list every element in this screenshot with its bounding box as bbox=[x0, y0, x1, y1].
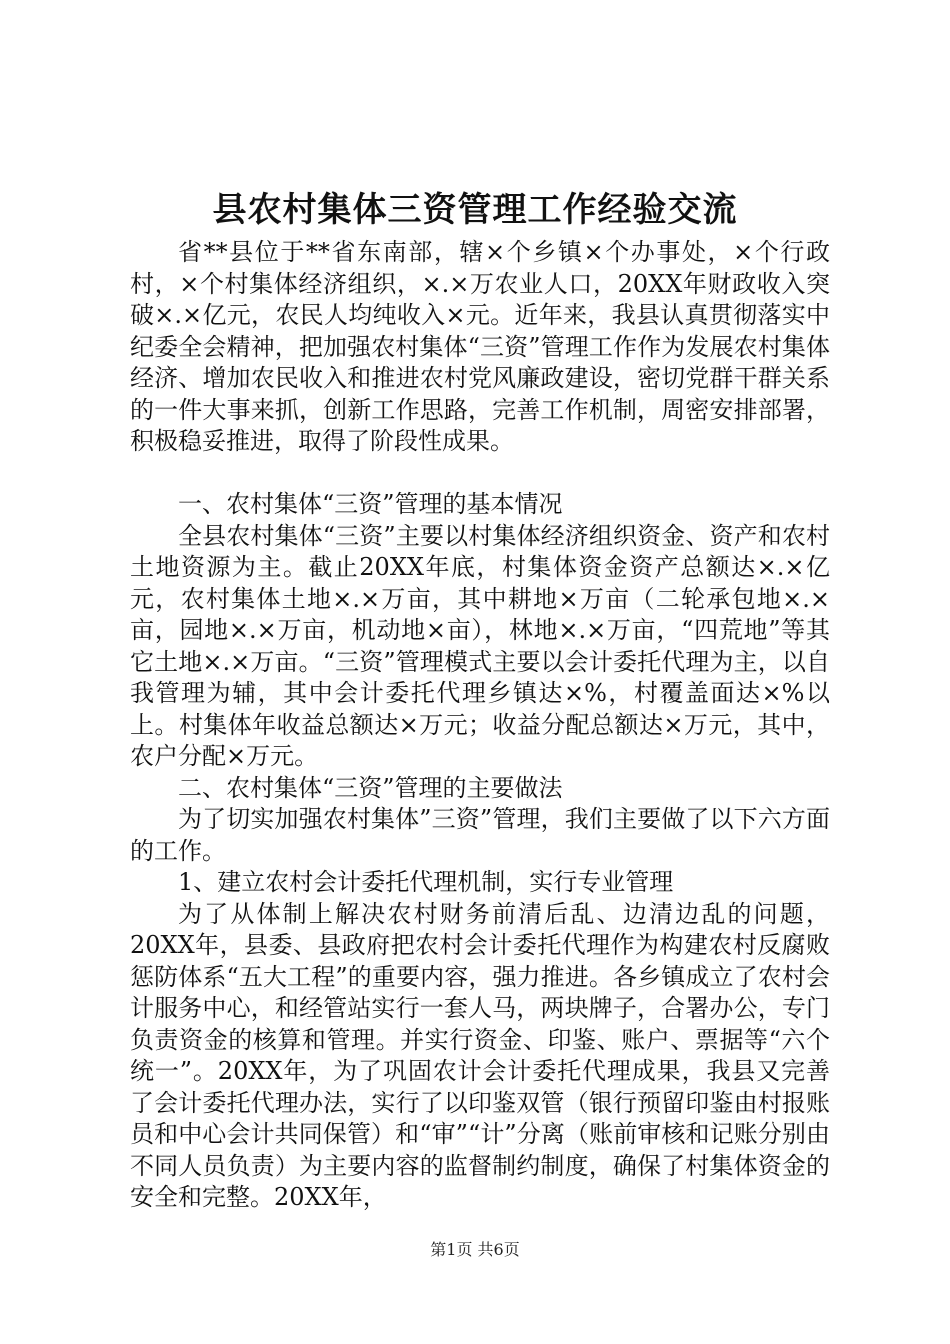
paragraph-accounting-agency: 为了从体制上解决农村财务前清后乱、边清边乱的问题，20XX年，县委、县政府把农村会计委托代理作为构建农村反腐败惩防体系“五大工程”的重要内容，强力推进。各乡镇成立了农村会计服务中心，和经管站实行一套人马，两块牌子，合署办公，专门负责资金的核算和管理。并实行资金、印鉴、账户、票据等“六个统一”。20XX年，为了巩固农计会计委托代理成果，我县又完善了会计委托代理办法，实行了以印鉴双管（银行预留印鉴由村报账员和中心会计共同保管）和“审”“计”分离（账前审核和记账分别由不同人员负责）为主要内容的监督制约制度，确保了村集体资金的安全和完整。20XX年， bbox=[130, 899, 830, 1211]
paragraph-six-aspects: 为了切实加强农村集体”三资”管理，我们主要做了以下六方面的工作。 bbox=[130, 805, 830, 865]
paragraph-basic-situation: 全县农村集体“三资”主要以村集体经济组织资金、资产和农村土地资源为主。截止20XX年底，村集体资金资产总额达×.×亿元，农村集体土地×.×万亩，其中耕地×万亩（二轮承包地×.×亩，园地×.×万亩，机动地×亩），林地×.×万亩，“四荒地”等其它土地×.×万亩。“三资”管理模式主要以会计委托代理为主，以自我管理为辅，其中会计委托代理乡镇达×%，村覆盖面达×%以上。村集体年收益总额达×万元；收益分配总额达×万元，其中，农户分配×万元。 bbox=[130, 521, 830, 770]
section-heading-1: 一、农村集体“三资”管理的基本情况 bbox=[178, 490, 563, 518]
subsection-heading-1: 1、建立农村会计委托代理机制，实行专业管理 bbox=[178, 868, 674, 896]
document-title: 县农村集体三资管理工作经验交流 bbox=[212, 190, 738, 230]
page-number-footer: 第1页 共6页 bbox=[430, 1240, 520, 1259]
document-body bbox=[130, 237, 830, 1214]
section-heading-2: 二、农村集体“三资”管理的主要做法 bbox=[178, 773, 563, 802]
paragraph-intro: 省**县位于**省东南部，辖×个乡镇×个办事处，×个行政村，×个村集体经济组织，×.×万农业人口，20XX年财政收入突破×.×亿元，农民人均纯收入×元。近年来，我县认真贯彻落实中纪委全会精神，把加强农村集体“三资”管理工作作为发展农村集体经济、增加农民收入和推进农村党风廉政建设，密切党群干群关系的一件大事来抓，创新工作思路，完善工作机制，周密安排部署，积极稳妥推进，取得了阶段性成果。 bbox=[130, 238, 830, 455]
